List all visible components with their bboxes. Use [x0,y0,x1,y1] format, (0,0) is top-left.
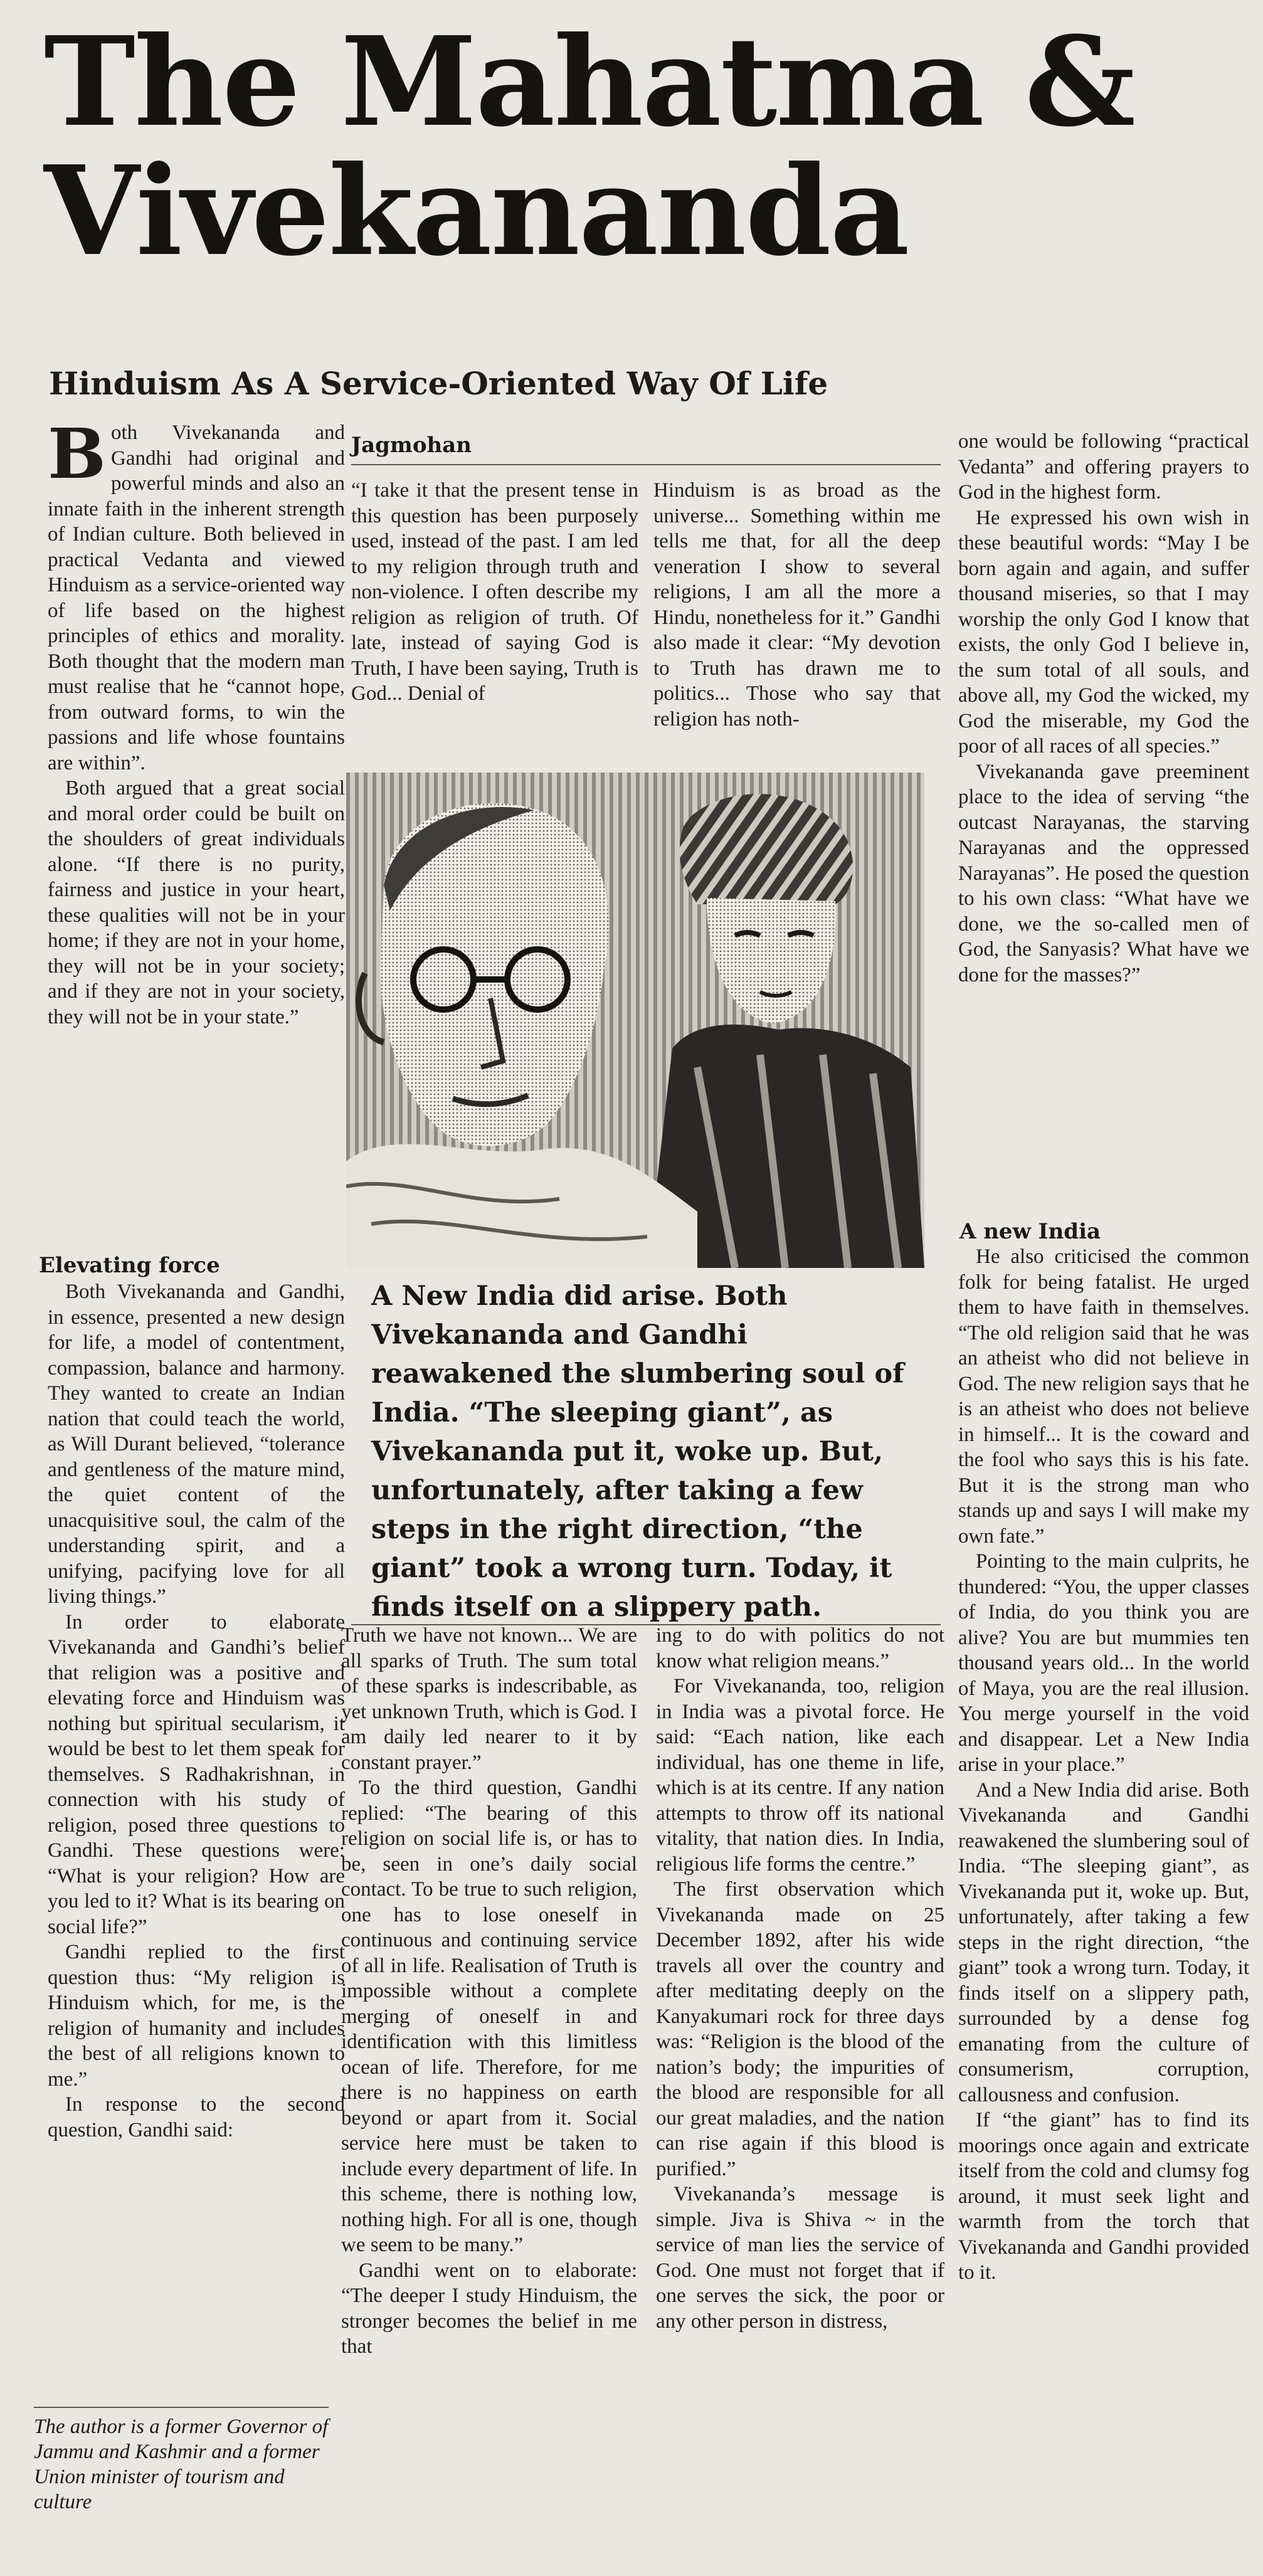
paragraph: He expressed his own wish in these beautiful words: “May I be born again and again, and suffer thousand miseries, so that I may worship the only God I know that exists, the only God I believe in, the sum total of all souls, and above all, my God the wicked, my God the miserable, my God the poor of all races of all species.” [958,506,1249,757]
paragraph: For Vivekananda, too, religion in India was a pivotal force. He said: “Each nation, like each individual, has one theme in life, which is at its centre. If any nation attempts to throw off its national vitality, that nation dies. In India, religious life forms the centre.” [656,1675,944,1876]
paragraph: Hinduism is as broad as the universe... Something within me tells me that, for all the deep veneration I show to several religions, I am all the more a Hindu, nonetheless for it.” Gandhi also made it clear: “My devotion to Truth has drawn me to politics... Those who say that religion has noth- [653,479,941,731]
paragraph: Both Vivekananda and Gandhi, in essence, presented a new design for life, a model of contentment, compassion, balance and harmony. They wanted to create an Indian nation that could teach the world, as Will Durant believed, “tolerance and gentleness of the mature mind, the quiet content of the unacquisitive soul, the calm of the understanding spirit, and a unifying, pacifying love for all living things.” [48,1280,345,1608]
column-1-bottom [48,1279,345,2408]
paragraph: Pointing to the main culprits, he thundered: “You, the upper classes of India, do you think you are alive? You are but mummies ten thousand years old... In the world of Maya, you are the real illusion. You merge yourself in the void and disappear. Let a New India arise in your place.” [958,1550,1249,1776]
paragraph: Both Vivekananda and Gandhi had original and powerful minds and also an innate faith in the inherent strength of Indian culture. Both believed in practical Vedanta and viewed Hinduism as a service-oriented way of life based on the highest principles of ethics and morality. Both thought that the modern man must realise that he “cannot hope, from outward forms, to win the passions and life whose fountains are within”. [48,420,345,774]
paragraph: “I take it that the present tense in this question has been purposely used, instead of the past. I am led to my religion through truth and non-violence. I often describe my religion as religion of truth. Of late, instead of saying God is Truth, I have been saying, Truth is God... Denial of [351,479,638,705]
paragraph: To the third question, Gandhi replied: “The bearing of this religion on social life is, or has to be, seen in one’s daily social contact. To be true to such religion, one has to lose oneself in continuous and continuing service of all in life. Realisation of Truth is impossible without a complete merging of oneself in and identification with this limitless ocean of life. Therefore, for me there is no happiness on earth beyond or apart from it. Social service here must be taken to include every department of life. In this scheme, there is nothing low, nothing high. For all is one, though we seem to be many.” [341,1776,637,2256]
paragraph: If “the giant” has to find its moorings once again and extricate itself from the cold and clumsy fog around, it must seek light and warmth from the torch that Vivekananda and Gandhi provided to it. [958,2109,1249,2284]
paragraph: Both argued that a great social and moral order could be built on the shoulders of great individuals alone. “If there is no purity, fairness and justice in your heart, these qualities will not be in your home; if they are not in your home, they will not be in your society; and if they are not in your society, they will not be in your state.” [48,777,345,1028]
headline [44,10,1223,283]
paragraph: Vivekananda’s message is simple. Jiva is Shiva ~ in the service of man lies the service of God. One must not forget that if one serves the sick, the poor or any other person in distress, [656,2183,944,2333]
dropcap: B [48,420,106,494]
gandhi-vivekananda-portrait-icon [346,773,924,1268]
byline: Jagmohan [351,433,472,458]
paragraph: In order to elaborate Vivekananda and Gandhi’s belief that religion was a positive and elevating force and Hinduism was nothing but spiritual secularism, it would be best to let them speak for themselves. S Radhakrishnan, in connection with his study of religion, posed three questions to Gandhi. These questions were: “What is your religion? How are you led to it? What is its bearing on social life?” [48,1610,345,1938]
section-heading-a-new-india: A new India [959,1219,1101,1244]
paragraph: one would be following “practical Vedanta” and offering prayers to God in the highest form. [958,430,1249,504]
column-4-top [958,429,1249,1203]
column-2-bottom [341,1623,637,2557]
headline-line-2: Vivekananda [44,139,909,283]
paragraph: In response to the second question, Gandhi said: [48,2093,345,2141]
paragraph: Truth we have not known... We are all sparks of Truth. The sum total of these sparks is indescribable, as yet unknown Truth, which is God. I am daily led nearer to it by constant prayer.” [341,1624,637,1774]
section-heading-elevating-force: Elevating force [39,1253,220,1278]
headline-line-1: The Mahatma & [44,10,1134,154]
paragraph: The first observation which Vivekananda made on 25 December 1892, after his wide travels all over the country and after meditating deeply on the Kanyakumari rock for three days was: “Religion is the blood of the nation’s body; the impurities of the blood are responsible for all our great maladies, and the nation can rise again if this blood is purified.” [656,1878,944,2180]
column-2-top [351,478,638,766]
column-1-top [48,420,345,1238]
subtitle: Hinduism As A Service-Oriented Way Of Life [49,365,828,402]
byline-rule [351,464,941,465]
column-3-top [653,478,941,766]
column-4-bottom [958,1244,1249,2555]
paragraph: And a New India did arise. Both Vivekananda and Gandhi reawakened the slumbering soul of India. “The sleeping giant”, as Vivekananda put it, woke up. But, unfortunately, after taking a few steps in the right direction, “the giant” took a wrong turn. Today, it finds itself on a slippery path, surrounded by a dense fog emanating from the culture of consumerism, corruption, callousness and confusion. [958,1778,1249,2106]
paragraph: Vivekananda gave preeminent place to the idea of serving “the outcast Narayanas, the starving Narayanas and the oppressed Narayanas”. He posed the question to his own class: “What have we done, we the so-called men of God, the Sanyasis? What have we done for the masses?” [958,760,1249,986]
credit-rule [34,2407,329,2408]
pullquote: A New India did arise. Both Vivekananda and Gandhi reawakened the slumbering soul of India. “The sleeping giant”, as Vivekananda put it, woke up. But, unfortunately, after taking a few steps in the right direction, “the giant” took a wrong turn. Today, it finds itself on a slippery path. [371,1280,904,1623]
portrait-photo [346,773,924,1268]
paragraph: He also criticised the common folk for being fatalist. He urged them to have faith in themselves. “The old religion said that he was an atheist who did not believe in God. The new religion says that he is an atheist who does not believe in himself... It is the coward and the fool who says this is his fate. But it is the strong man who stands up and says I will make my own fate.” [958,1245,1249,1548]
author-credit: The author is a former Governor of Jammu and Kashmir and a former Union minister of tourism and culture [34,2415,329,2513]
paragraph: Gandhi replied to the first question thus: “My religion is Hinduism which, for me, is the religion of humanity and includes the best of all religions known to me.” [48,1941,345,2091]
paragraph: ing to do with politics do not know what religion means.” [656,1624,944,1672]
column-3-bottom [656,1623,944,2557]
paragraph: Gandhi went on to elaborate: “The deeper I study Hinduism, the stronger becomes the belief in me that [341,2259,637,2358]
